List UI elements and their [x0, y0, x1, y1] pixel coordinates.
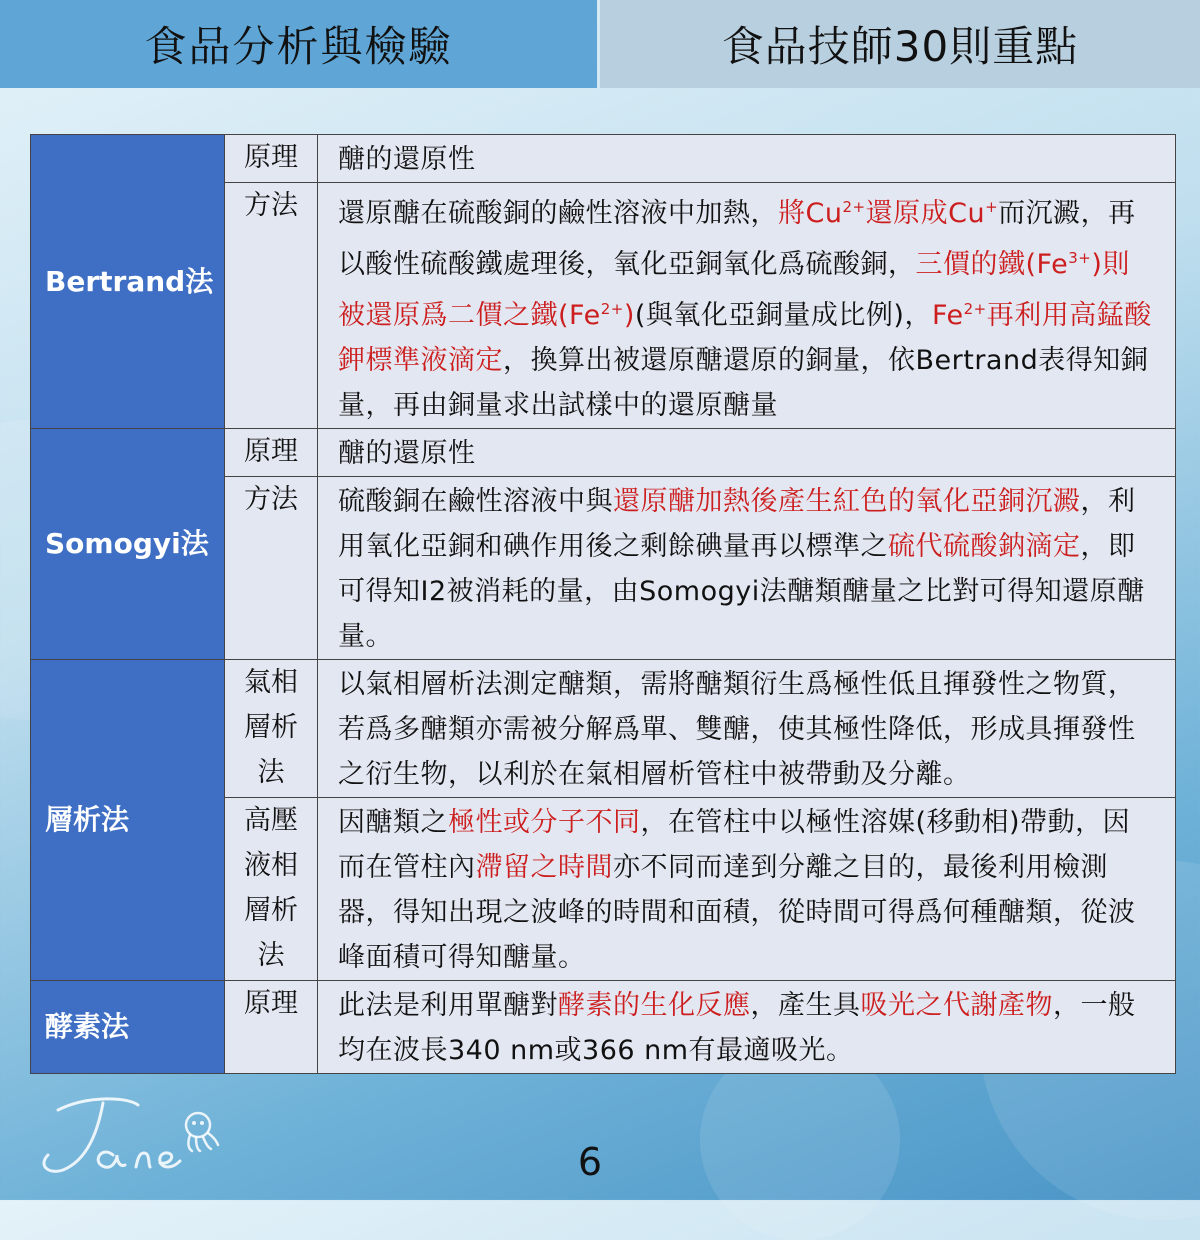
text-span: 硫酸銅在鹼性溶液中與: [338, 486, 613, 517]
superscript: 3+: [1068, 249, 1092, 267]
highlight-text: 滯留之時間: [475, 852, 613, 883]
page-number: 6: [577, 1140, 603, 1184]
table-row: [31, 429, 1176, 477]
series-title: 食品技師30則重點: [600, 0, 1200, 88]
row-label: 高壓液相層析法: [225, 798, 318, 981]
method-name-chromatography: 層析法: [31, 660, 225, 981]
text-span: )則被還原爲二價之鐵(Fe: [338, 249, 1130, 331]
text-span: ，一般均在波長340 nm或366 nm有最適吸光。: [338, 990, 1136, 1066]
row-content: [318, 798, 1176, 981]
subject-title: 食品分析與檢驗: [0, 0, 597, 88]
text-span: 因醣類之: [338, 807, 448, 838]
method-name-enzyme: 酵素法: [31, 981, 225, 1074]
header: [0, 0, 1200, 88]
highlight-text: 硫代硫酸鈉滴定: [888, 531, 1081, 562]
table-row: [31, 981, 1176, 1074]
text-span: 而沉澱，再以酸性硫酸鐵處理後，氧化亞銅氧化爲硫酸銅，: [338, 198, 1136, 280]
row-label: 原理: [225, 429, 318, 477]
row-content: 醣的還原性: [318, 135, 1176, 183]
method-name-somogyi: Somogyi法: [31, 429, 225, 660]
text-span: 此法是利用單醣對: [338, 990, 558, 1021]
methods-table: [30, 134, 1176, 1074]
text-span: ，即可得知I2被消耗的量，由Somogyi法醣類醣量之比對可得知還原醣量。: [338, 531, 1145, 652]
text-span: ): [623, 300, 635, 331]
text-span: 將Cu: [778, 198, 843, 229]
row-label: 方法: [225, 183, 318, 429]
row-label: 方法: [225, 477, 318, 660]
text-span: ，利用氧化亞銅和碘作用後之剩餘碘量再以標準之: [338, 486, 1136, 562]
row-content: 以氣相層析法測定醣類，需將醣類衍生爲極性低且揮發性之物質，若爲多醣類亦需被分解爲單、雙醣，使其極性降低，形成具揮發性之衍生物，以利於在氣相層析管柱中被帶動及分離。: [318, 660, 1176, 798]
highlight-text: 極性或分子不同: [448, 807, 641, 838]
text-span: 再利用高錳酸鉀標準液滴定: [338, 300, 1152, 376]
text-span: (與氧化亞銅量成比例)，: [634, 300, 932, 331]
text-span: ，換算出被還原醣還原的銅量，依Bertrand表得知銅量，再由銅量求出試樣中的還原醣量: [338, 345, 1149, 421]
superscript: +: [985, 198, 999, 216]
highlight-text: 吸光之代謝產物: [860, 990, 1053, 1021]
superscript: 2+: [600, 300, 624, 318]
text-span: 還原成Cu: [865, 198, 986, 229]
text-span: Fe: [931, 300, 964, 331]
row-content: [318, 477, 1176, 660]
highlight-text: [778, 198, 998, 229]
signature-logo: [18, 1085, 228, 1185]
highlight-text: 還原醣加熱後產生紅色的氧化亞銅沉澱: [613, 486, 1081, 517]
row-label: 原理: [225, 981, 318, 1074]
row-label: 氣相層析法: [225, 660, 318, 798]
table-row: [31, 135, 1176, 183]
row-content: [318, 981, 1176, 1074]
text-span: 三價的鐵(Fe: [915, 249, 1069, 280]
methods-table-container: [30, 134, 1176, 1074]
row-label: 原理: [225, 135, 318, 183]
text-span: 還原醣在硫酸銅的鹼性溶液中加熱，: [338, 198, 778, 229]
text-span: ，在管柱中以極性溶媒(移動相)帶動，因而在管柱內: [338, 807, 1131, 883]
method-name-bertrand: Bertrand法: [31, 135, 225, 429]
table-row: [31, 660, 1176, 798]
superscript: 2+: [963, 300, 987, 318]
text-span: 亦不同而達到分離之目的，最後利用檢測器，得知出現之波峰的時間和面積，從時間可得爲何種醣類，從波峰面積可得知醣量。: [338, 852, 1136, 973]
row-content: [318, 183, 1176, 429]
row-content: 醣的還原性: [318, 429, 1176, 477]
highlight-text: 酵素的生化反應: [558, 990, 751, 1021]
text-span: ，產生具: [750, 990, 861, 1021]
superscript: 2+: [842, 198, 866, 216]
